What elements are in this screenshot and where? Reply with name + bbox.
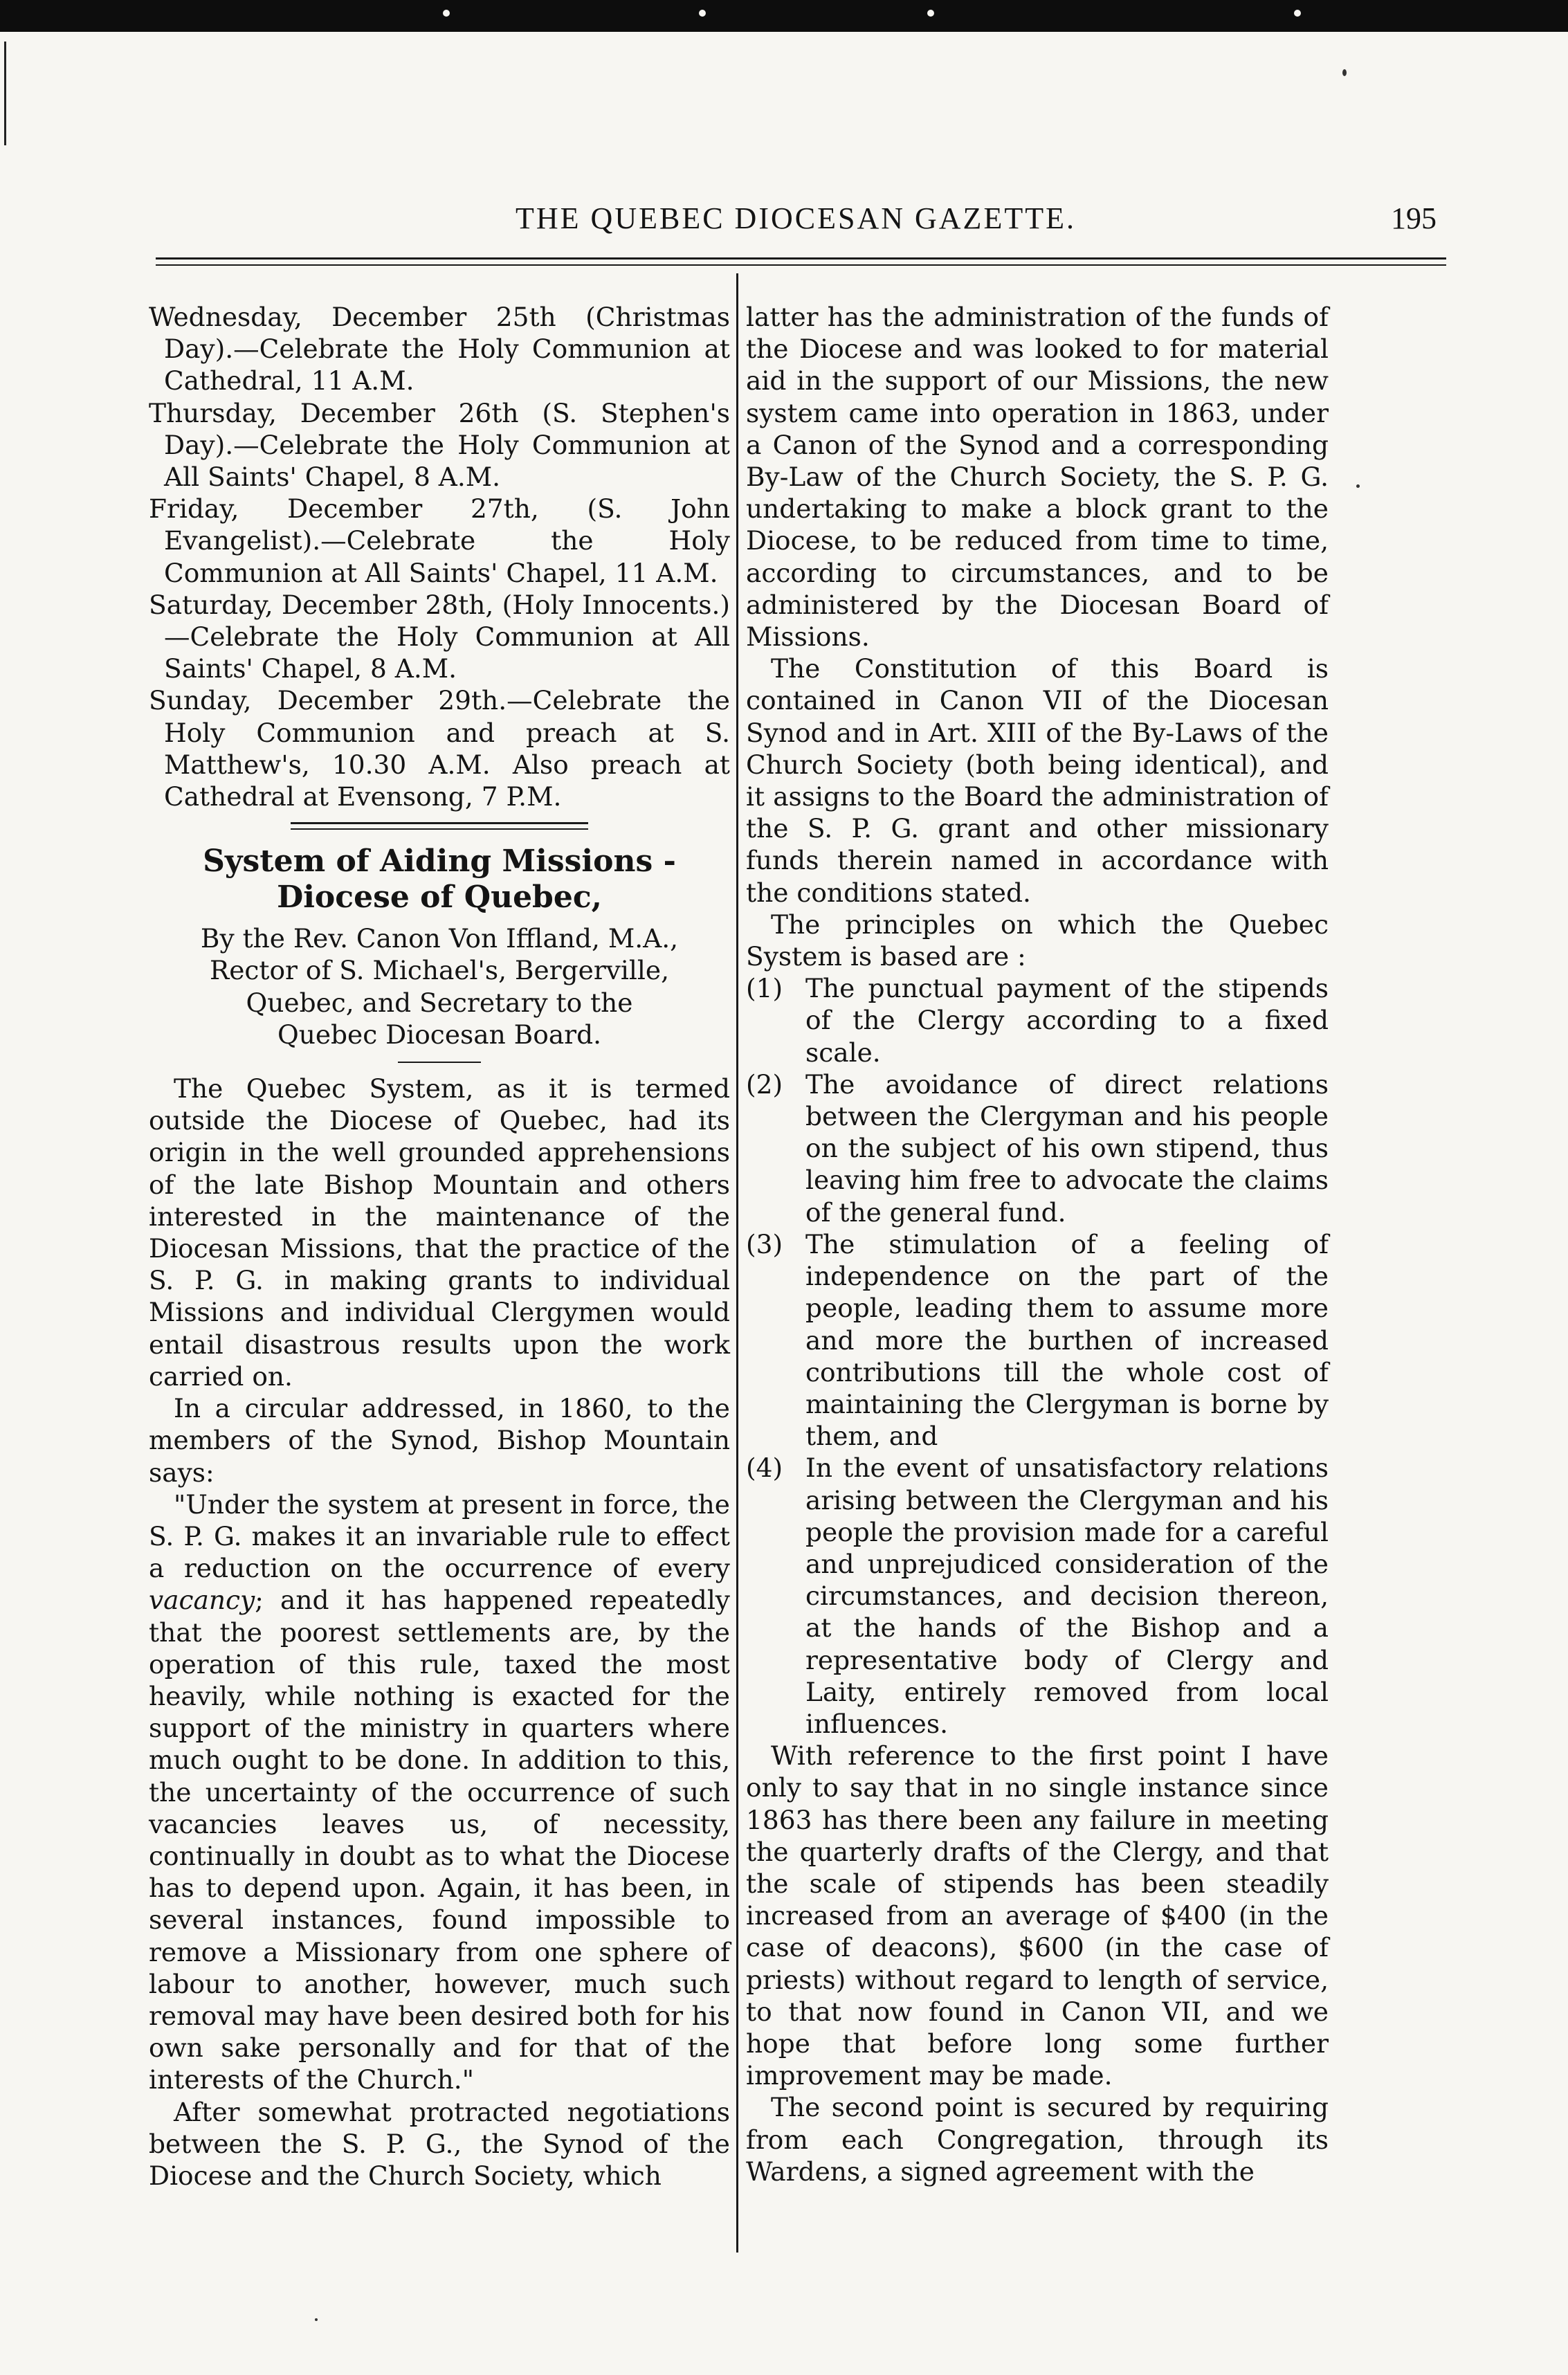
header-rule xyxy=(156,264,1446,266)
page-number: 195 xyxy=(1391,201,1437,235)
principle-number: (4) xyxy=(746,1453,783,1484)
quotation-italic: vacancy xyxy=(149,1585,255,1616)
body-paragraph: The Quebec System, as it is termed outside the Diocese of Quebec, had its origin in the well grounded apprehensions of the late Bishop Mountain and others interested in the maintenance of the Diocesan Missions, that the practice of the S. P. G. in making grants to individual Missions and individual Clergymen would entail disastrous results upon the work carried on. xyxy=(149,1073,730,1392)
byline-rule xyxy=(398,1062,481,1063)
service-entry: Saturday, December 28th, (Holy Innocents.) —Celebrate the Holy Communion at All Saints' Chapel, 8 A.M. xyxy=(149,589,730,684)
scan-speck xyxy=(443,10,450,17)
principle-item xyxy=(746,972,1329,1068)
principle-item xyxy=(746,1452,1329,1740)
scan-speck xyxy=(927,10,934,17)
byline: Quebec Diocesan Board. xyxy=(277,1019,602,1050)
scan-edge-mark xyxy=(4,42,6,145)
header-rule xyxy=(156,257,1446,260)
scan-speck xyxy=(1356,484,1360,488)
quotation xyxy=(149,1489,730,2096)
body-paragraph: In a circular addressed, in 1860, to the members of the Synod, Bishop Mountain says: xyxy=(149,1393,730,1488)
body-paragraph: After somewhat protracted negotiations between the S. P. G., the Synod of the Diocese and the Church Society, which xyxy=(149,2096,730,2191)
principle-text: In the event of unsatisfactory relations arising between the Clergyman and his people the provision made for a careful and unprejudiced consideration of the circumstances, and decision thereon, at the hands of the Bishop and a representative body of Clergy and Laity, entirely removed from local influences. xyxy=(805,1453,1329,1739)
principle-item xyxy=(746,1228,1329,1452)
scan-speck xyxy=(1294,10,1301,17)
byline: Rector of S. Michael's, Bergerville, xyxy=(209,955,670,986)
service-entry: Friday, December 27th, (S. John Evangelist).—Celebrate the Holy Communion at All Saints' Chapel, 11 A.M. xyxy=(149,493,730,588)
body-paragraph: The principles on which the Quebec System is based are : xyxy=(746,909,1329,972)
quotation-text: ; and it has happened repeatedly that the poorest settlements are, by the operation of this rule, taxed the most heavily, while nothing is exacted for the support of the ministry in quarters where much ought to be done. In addition to this, the uncertainty of the occurrence of such vacancies leaves us, of necessity, continually in doubt as to what the Diocese has to depend upon. Again, it has been, in several instances, found impossible to remove a Missionary from one sphere of labour to another, however, much such removal may have been desired both for his own sake personally and for that of the interests of the Church." xyxy=(149,1585,730,2095)
principle-text: The avoidance of direct relations between the Clergyman and his people on the subject of his own stipend, thus leaving him free to advocate the claims of the general fund. xyxy=(805,1068,1329,1228)
right-column xyxy=(746,301,1329,2187)
scan-top-band xyxy=(0,0,1568,32)
left-column xyxy=(149,301,730,2192)
column-divider xyxy=(736,273,738,2253)
body-paragraph: With reference to the first point I have only to say that in no single instance since 1863 has there been any failure in meeting the quarterly drafts of the Clergy, and that the scale of stipends has been steadily increased from an average of $400 (in the case of deacons), $600 (in the case of priests) without regard to length of service, to that now found in Canon VII, and we hope that before long some further improvement may be made. xyxy=(746,1740,1329,2091)
principle-number: (1) xyxy=(746,973,783,1004)
principle-item xyxy=(746,1068,1329,1228)
byline: Quebec, and Secretary to the xyxy=(246,987,633,1018)
scan-speck xyxy=(699,10,706,17)
principle-number: (2) xyxy=(746,1068,783,1100)
service-entry: Thursday, December 26th (S. Stephen's Day).—Celebrate the Holy Communion at All Saints' Chapel, 8 A.M. xyxy=(149,397,730,493)
service-entry: Sunday, December 29th.—Celebrate the Holy Communion and preach at S. Matthew's, 10.30 A.M. Also preach at Cathedral at Evensong, 7 P.M. xyxy=(149,685,730,812)
body-paragraph: The Constitution of this Board is contained in Canon VII of the Diocesan Synod and in Art. XIII of the By-Laws of the Church Society (both being identical), and it assigns to the Board the administration of the S. P. G. grant and other missionary funds therein named in accordance with the conditions stated. xyxy=(746,653,1329,908)
principle-text: The stimulation of a feeling of independence on the part of the people, leading them to assume more and more the burthen of increased contributions till the whole cost of maintaining the Clergyman is borne by them, and xyxy=(805,1228,1329,1452)
body-paragraph: latter has the administration of the funds of the Diocese and was looked to for material aid in the support of our Missions, the new system came into operation in 1863, under a Canon of the Synod and a corresponding By-Law of the Church Society, the S. P. G. undertaking to make a block grant to the Diocese, to be reduced from time to time, according to circumstances, and to be administered by the Diocesan Board of Missions. xyxy=(746,302,1329,653)
page-header xyxy=(104,194,1488,249)
scan-speck xyxy=(315,2318,318,2321)
section-rule xyxy=(291,828,588,830)
quotation-text: "Under the system at present in force, the S. P. G. makes it an invariable rule to effect a reduction on the occurrence of every xyxy=(149,1489,730,1584)
body-paragraph: The second point is secured by requiring from each Congregation, through its Wardens, a signed agreement with the xyxy=(746,2092,1329,2187)
article-title: System of Aiding Missions - Diocese of Quebec, xyxy=(203,844,676,916)
scan-speck xyxy=(1342,69,1347,76)
principle-number: (3) xyxy=(746,1228,783,1259)
principle-text: The punctual payment of the stipends of the Clergy according to a fixed scale. xyxy=(805,973,1329,1068)
gazette-title: THE QUEBEC DIOCESAN GAZETTE. xyxy=(516,201,1076,235)
service-entry: Wednesday, December 25th (Christmas Day).—Celebrate the Holy Communion at Cathedral, 11 A.M. xyxy=(149,302,730,397)
byline: By the Rev. Canon Von Iffland, M.A., xyxy=(200,923,679,954)
section-rule xyxy=(291,822,588,824)
